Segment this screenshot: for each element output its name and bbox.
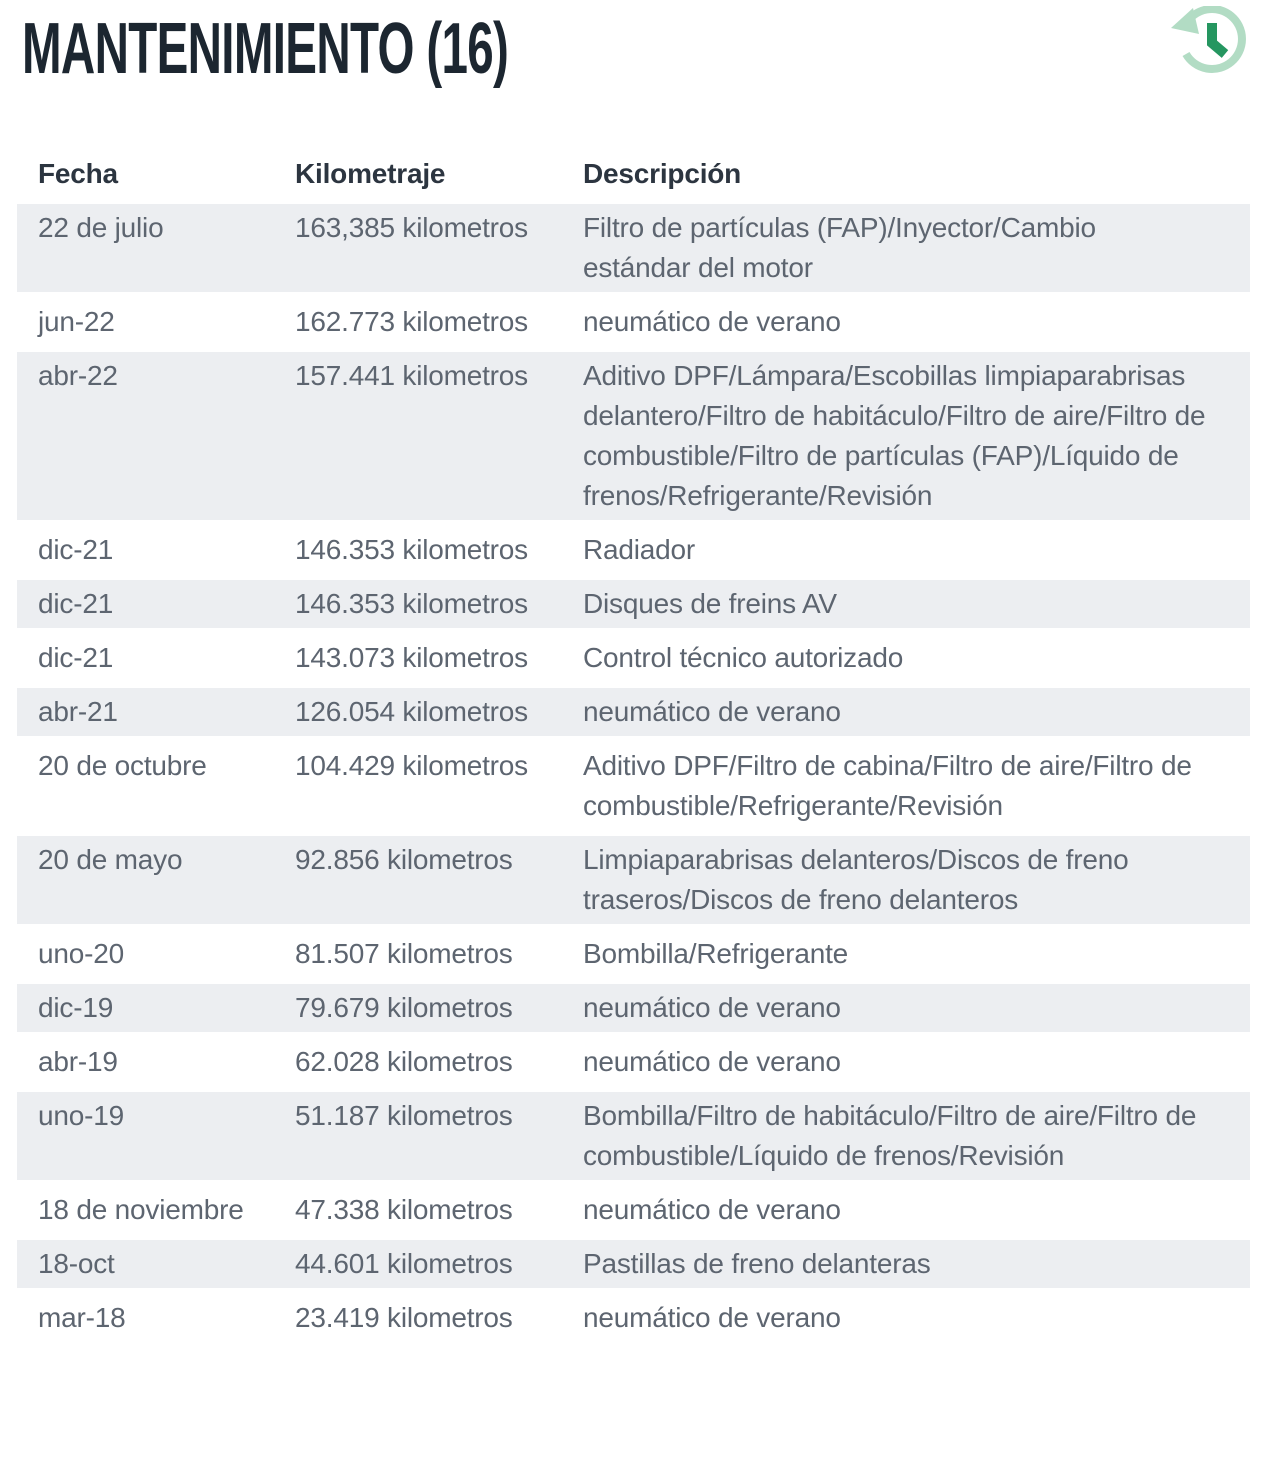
table-row [17, 930, 1250, 978]
kilometraje-cell: 126.054 kilometros [295, 688, 583, 736]
descripcion-cell: Bombilla/Filtro de habitáculo/Filtro de aire/Filtro de combustible/Líquido de frenos/Revisión [583, 1092, 1250, 1180]
column-header-descripcion: Descripción [583, 150, 1250, 198]
history-icon [1168, 66, 1254, 81]
fecha-cell: dic-21 [17, 634, 295, 682]
table-row [17, 742, 1250, 830]
table-row [17, 352, 1250, 520]
descripcion-cell: neumático de verano [583, 1038, 1250, 1086]
kilometraje-cell: 157.441 kilometros [295, 352, 583, 520]
kilometraje-cell: 47.338 kilometros [295, 1186, 583, 1234]
fecha-cell: abr-19 [17, 1038, 295, 1086]
kilometraje-cell: 163,385 kilometros [295, 204, 583, 292]
column-header-fecha: Fecha [17, 150, 295, 198]
descripcion-cell: neumático de verano [583, 984, 1250, 1032]
descripcion-cell: Limpiaparabrisas delanteros/Discos de freno traseros/Discos de freno delanteros [583, 836, 1250, 924]
fecha-cell: mar-18 [17, 1294, 295, 1342]
kilometraje-cell: 162.773 kilometros [295, 298, 583, 346]
table-body [17, 204, 1250, 1342]
fecha-cell: dic-21 [17, 526, 295, 574]
header-row [17, 150, 1250, 198]
fecha-cell: 18 de noviembre [17, 1186, 295, 1234]
kilometraje-cell: 146.353 kilometros [295, 526, 583, 574]
descripcion-cell: Pastillas de freno delanteras [583, 1240, 1250, 1288]
descripcion-cell: neumático de verano [583, 298, 1250, 346]
fecha-cell: dic-21 [17, 580, 295, 628]
table-row [17, 580, 1250, 628]
kilometraje-cell: 92.856 kilometros [295, 836, 583, 924]
fecha-cell: 18-oct [17, 1240, 295, 1288]
fecha-cell: 20 de mayo [17, 836, 295, 924]
kilometraje-cell: 79.679 kilometros [295, 984, 583, 1032]
table-header [17, 150, 1250, 198]
descripcion-cell: neumático de verano [583, 1294, 1250, 1342]
fecha-cell: 22 de julio [17, 204, 295, 292]
table-row [17, 1038, 1250, 1086]
table-row [17, 1240, 1250, 1288]
history-button[interactable] [1168, 6, 1254, 78]
kilometraje-cell: 23.419 kilometros [295, 1294, 583, 1342]
kilometraje-cell: 51.187 kilometros [295, 1092, 583, 1180]
kilometraje-cell: 146.353 kilometros [295, 580, 583, 628]
kilometraje-cell: 81.507 kilometros [295, 930, 583, 978]
kilometraje-cell: 44.601 kilometros [295, 1240, 583, 1288]
descripcion-cell: Aditivo DPF/Filtro de cabina/Filtro de aire/Filtro de combustible/Refrigerante/Revisión [583, 742, 1250, 830]
descripcion-cell: Filtro de partículas (FAP)/Inyector/Cambio estándar del motor [583, 204, 1250, 292]
descripcion-cell: Radiador [583, 526, 1250, 574]
table-row [17, 836, 1250, 924]
table-row [17, 298, 1250, 346]
descripcion-cell: Control técnico autorizado [583, 634, 1250, 682]
descripcion-cell: Disques de freins AV [583, 580, 1250, 628]
column-header-kilometraje: Kilometraje [295, 150, 583, 198]
fecha-cell: uno-19 [17, 1092, 295, 1180]
descripcion-cell: neumático de verano [583, 1186, 1250, 1234]
kilometraje-cell: 143.073 kilometros [295, 634, 583, 682]
fecha-cell: abr-21 [17, 688, 295, 736]
maintenance-section [0, 6, 1280, 1460]
kilometraje-cell: 62.028 kilometros [295, 1038, 583, 1086]
maintenance-table [17, 144, 1250, 1348]
fecha-cell: 20 de octubre [17, 742, 295, 830]
page-title: MANTENIMIENTO (16) [22, 9, 509, 89]
table-row [17, 688, 1250, 736]
descripcion-cell: Aditivo DPF/Lámpara/Escobillas limpiaparabrisas delantero/Filtro de habitáculo/Filtro de aire/Filtro de combustible/Filtro de partículas (FAP)/Líquido de frenos/Refrigerante/Revisión [583, 352, 1250, 520]
descripcion-cell: Bombilla/Refrigerante [583, 930, 1250, 978]
descripcion-cell: neumático de verano [583, 688, 1250, 736]
table-row [17, 984, 1250, 1032]
fecha-cell: abr-22 [17, 352, 295, 520]
table-row [17, 526, 1250, 574]
kilometraje-cell: 104.429 kilometros [295, 742, 583, 830]
fecha-cell: uno-20 [17, 930, 295, 978]
fecha-cell: dic-19 [17, 984, 295, 1032]
fecha-cell: jun-22 [17, 298, 295, 346]
table-row [17, 204, 1250, 292]
table-row [17, 634, 1250, 682]
table-row [17, 1294, 1250, 1342]
table-row [17, 1092, 1250, 1180]
table-row [17, 1186, 1250, 1234]
